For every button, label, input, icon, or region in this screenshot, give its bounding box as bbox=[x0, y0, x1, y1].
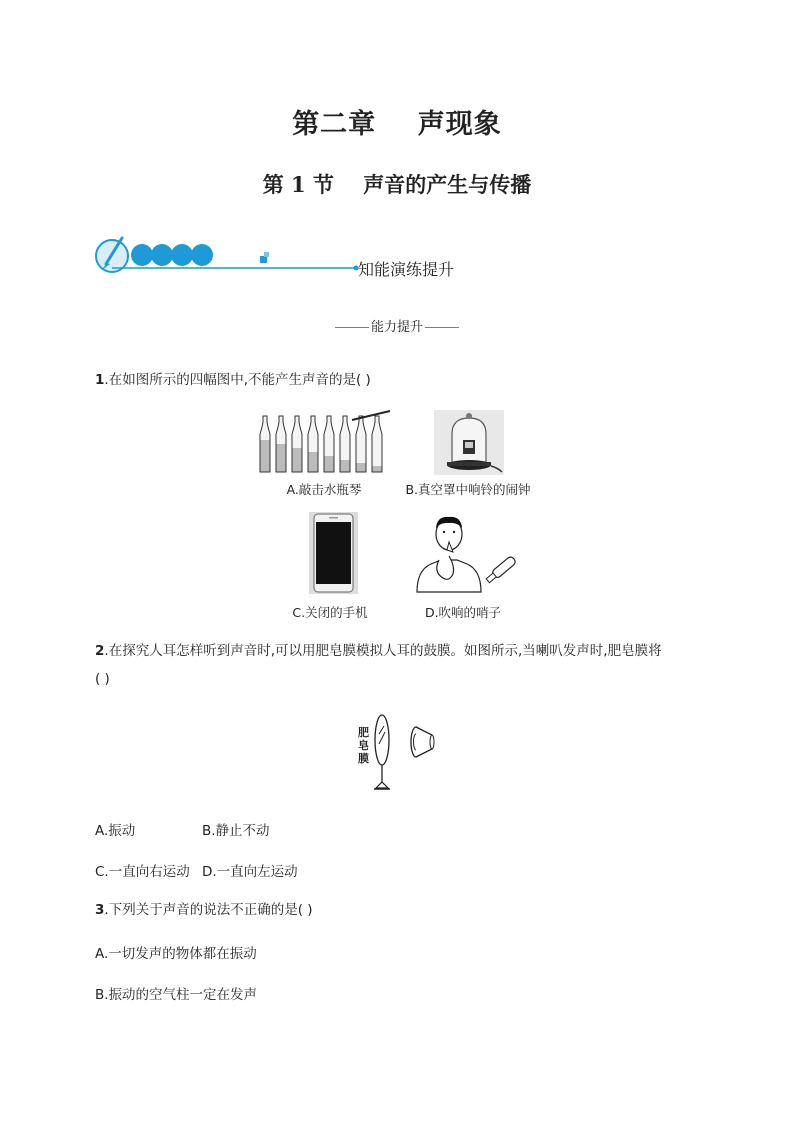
square-icon-small bbox=[264, 252, 269, 257]
sub-heading-line-right bbox=[425, 327, 459, 328]
question-2-number: 2 bbox=[95, 643, 105, 659]
banner-dot-2 bbox=[151, 244, 173, 266]
vacuum-bell-image bbox=[434, 410, 504, 475]
question-3 bbox=[95, 900, 313, 920]
sub-heading-line-left bbox=[335, 327, 369, 328]
question-1-text: .在如图所示的四幅图中,不能产生声音的是( ) bbox=[104, 372, 371, 388]
question-2-text: .在探究人耳怎样听到声音时,可以用肥皂膜模拟人耳的鼓膜。如图所示,当喇叭发声时,肥皂膜将 bbox=[104, 643, 662, 659]
q1-caption-c: C.关闭的手机 bbox=[292, 605, 368, 620]
question-2 bbox=[95, 641, 715, 661]
q3-option-a: A.一切发声的物体都在振动 bbox=[95, 946, 257, 962]
soap-film-speaker-image bbox=[370, 710, 440, 792]
question-2-bracket: ( ) bbox=[95, 671, 110, 687]
question-3-number: 3 bbox=[95, 902, 105, 918]
stick-icon bbox=[352, 411, 390, 420]
sub-heading bbox=[0, 316, 794, 335]
question-1 bbox=[95, 370, 371, 390]
q3-option-b: B.振动的空气柱一定在发声 bbox=[95, 987, 258, 1003]
soap-film-ring bbox=[375, 715, 389, 765]
whistle-boy-image bbox=[413, 512, 523, 594]
q2-option-d: D.一直向左运动 bbox=[202, 864, 298, 880]
q1-caption-b: B.真空罩中响铃的闹钟 bbox=[405, 482, 531, 497]
q1-caption-a: A.敲击水瓶琴 bbox=[286, 482, 362, 497]
square-icon bbox=[260, 256, 267, 263]
q2-option-a: A.振动 bbox=[95, 823, 136, 839]
section-title: 第 1 节 声音的产生与传播 bbox=[262, 172, 532, 197]
banner-dot-4 bbox=[191, 244, 213, 266]
water-bottles-image bbox=[256, 410, 392, 476]
banner-dot-1 bbox=[131, 244, 153, 266]
q2-option-c: C.一直向右运动 bbox=[95, 864, 190, 880]
banner-text: 知能演练提升 bbox=[358, 260, 455, 279]
banner-dot-3 bbox=[171, 244, 193, 266]
question-3-text: .下列关于声音的说法不正确的是( ) bbox=[104, 902, 313, 918]
q2-option-b: B.静止不动 bbox=[202, 823, 270, 839]
banner-decoration bbox=[92, 230, 362, 278]
soap-film-label: 肥皂膜 bbox=[358, 726, 369, 765]
sub-heading-text: 能力提升 bbox=[370, 320, 423, 335]
chapter-title: 第二章 声现象 bbox=[292, 109, 502, 140]
phone-screen bbox=[316, 522, 351, 584]
q1-caption-d: D.吹响的哨子 bbox=[424, 605, 502, 620]
question-1-number: 1 bbox=[95, 372, 105, 388]
phone-image bbox=[309, 512, 358, 594]
